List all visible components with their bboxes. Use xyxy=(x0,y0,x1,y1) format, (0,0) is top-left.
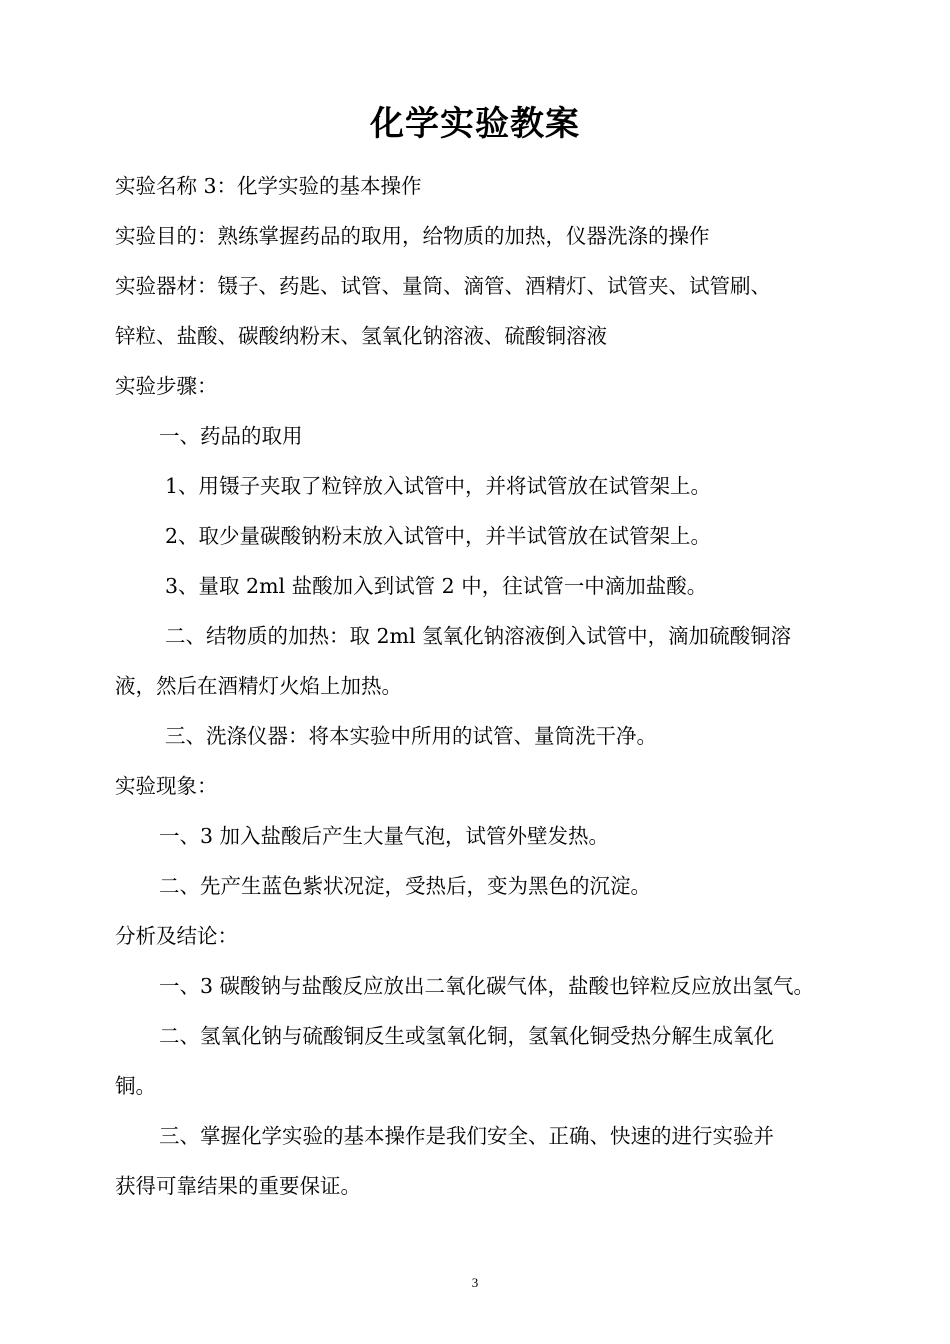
document-title: 化学实验教案 xyxy=(370,104,580,144)
experiment-name-line: 实验名称 3：化学实验的基本操作 xyxy=(115,174,422,198)
step-item-1: 1、用镊子夹取了粒锌放入试管中，并将试管放在试管架上。 xyxy=(165,474,712,498)
step-section-2: 二、结物质的加热：取 2ml 氢氧化钠溶液倒入试管中，滴加硫酸铜溶 xyxy=(165,624,792,648)
conclusion-3-continued: 获得可靠结果的重要保证。 xyxy=(115,1174,361,1198)
phenomenon-1: 一、3 加入盐酸后产生大量气泡，试管外壁发热。 xyxy=(159,824,610,848)
conclusion-1: 一、3 碳酸钠与盐酸反应放出二氧化碳气体，盐酸也锌粒反应放出氢气。 xyxy=(159,974,815,998)
experiment-equipment-continued: 锌粒、盐酸、碳酸纳粉末、氢氧化钠溶液、硫酸铜溶液 xyxy=(115,324,607,348)
phenomena-heading: 实验现象： xyxy=(115,774,218,798)
step-section-1: 一、药品的取用 xyxy=(159,424,303,448)
steps-heading: 实验步骤： xyxy=(115,374,218,398)
conclusion-heading: 分析及结论： xyxy=(115,924,238,948)
phenomenon-2: 二、先产生蓝色紫状况淀，受热后，变为黑色的沉淀。 xyxy=(159,874,651,898)
experiment-equipment-line: 实验器材：镊子、药匙、试管、量筒、滴管、酒精灯、试管夹、试管刷、 xyxy=(115,274,771,298)
experiment-purpose-line: 实验目的：熟练掌握药品的取用，给物质的加热，仪器洗涤的操作 xyxy=(115,224,710,248)
step-item-3: 3、量取 2ml 盐酸加入到试管 2 中，往试管一中滴加盐酸。 xyxy=(165,574,708,598)
conclusion-2-continued: 铜。 xyxy=(115,1074,156,1098)
document-body xyxy=(115,161,840,1211)
page-number: 3 xyxy=(471,1275,479,1290)
step-item-2: 2、取少量碳酸钠粉末放入试管中，并半试管放在试管架上。 xyxy=(165,524,712,548)
step-section-3: 三、洗涤仪器：将本实验中所用的试管、量筒洗干净。 xyxy=(165,724,657,748)
step-section-2-continued: 液，然后在酒精灯火焰上加热。 xyxy=(115,674,402,698)
conclusion-2: 二、氢氧化钠与硫酸铜反生或氢氧化铜，氢氧化铜受热分解生成氧化 xyxy=(159,1024,774,1048)
conclusion-3: 三、掌握化学实验的基本操作是我们安全、正确、快速的进行实验并 xyxy=(159,1124,774,1148)
